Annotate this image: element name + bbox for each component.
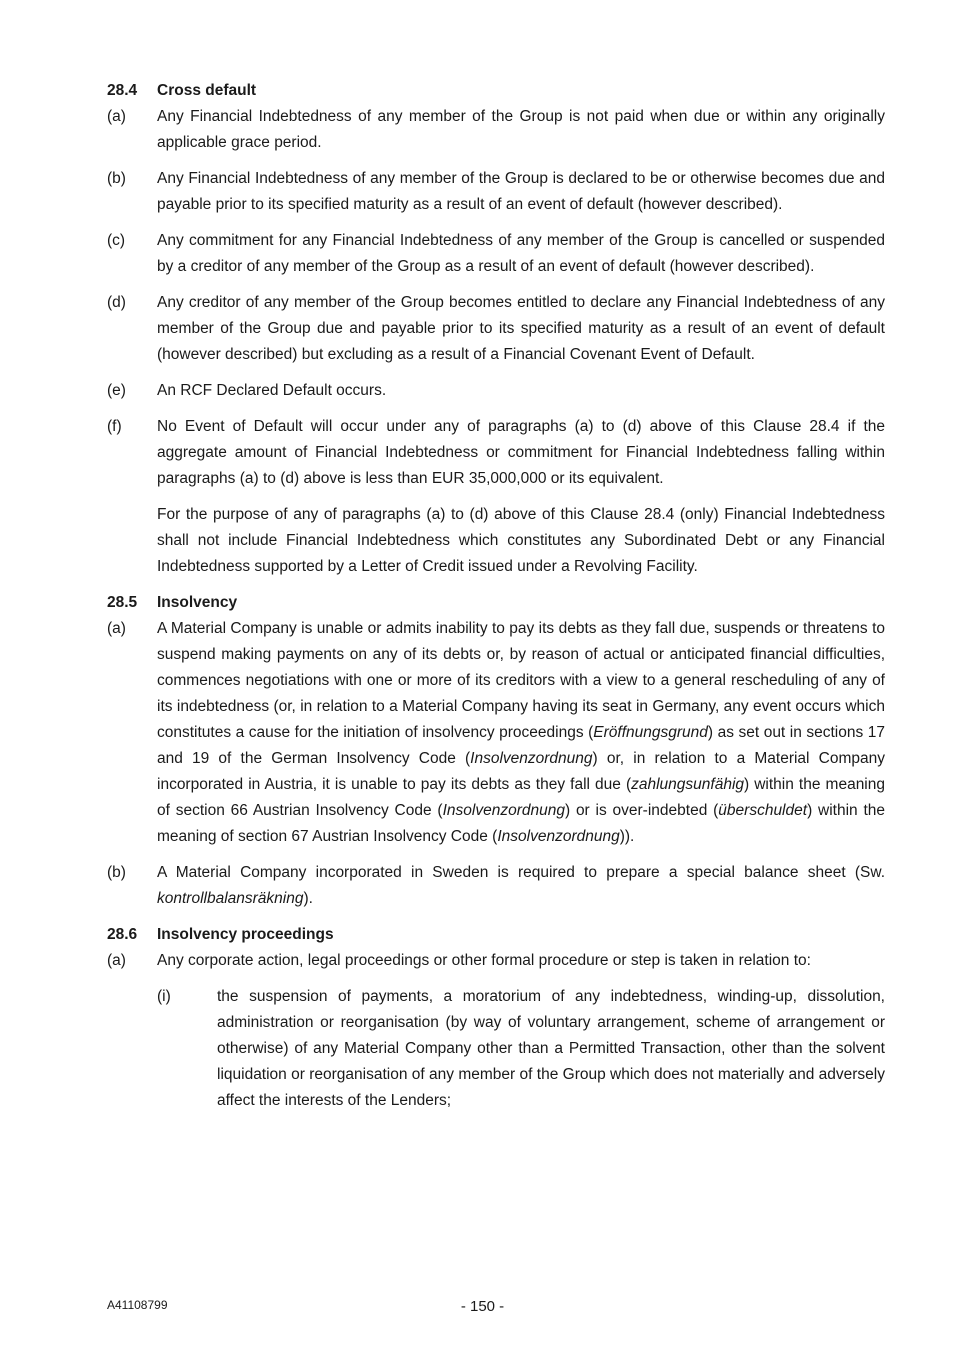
section-title: Insolvency: [157, 594, 238, 611]
clause-item: [107, 414, 885, 492]
sub-clause-item: [157, 984, 885, 1114]
sub-item-label: (i): [157, 988, 171, 1005]
item-text: Any Financial Indebtedness of any member of the Group is declared to be or otherwise becomes due and payable prior to its specified maturity as a result of an event of default (however described).: [157, 170, 885, 213]
item-text: A Material Company is unable or admits inability to pay its debts as they fall due, suspends or threatens to suspend making payments on any of its debts or, by reason of actual or anticipated financial difficulties, commences negotiations with one or more of its creditors with a view to a general rescheduling of any of its indebtedness (or, in relation to a Material Company having its seat in Germany, any event occurs which constitutes a cause for the initiation of insolvency proceedings (Eröffnungsgrund) as set out in sections 17 and 19 of the German Insolvency Code (Insolvenzordnung) or, in relation to a Material Company incorporated in Austria, it is unable to pay its debts as they fall due (zahlungsunfähig) within the meaning of section 66 Austrian Insolvency Code (Insolvenzordnung) or is over-indebted (überschuldet) within the meaning of section 67 Austrian Insolvency Code (Insolvenzordnung)).: [157, 620, 886, 845]
clause-item: [107, 948, 885, 974]
item-text: No Event of Default will occur under any of paragraphs (a) to (d) above of this Clause 28.4 if the aggregate amount of Financial Indebtedness or commitment for Financial Indebtedness falling within paragraphs (a) to (d) above is less than EUR 35,000,000 or its equivalent.: [157, 418, 885, 487]
clause-item: [107, 104, 885, 156]
item-label: (b): [107, 170, 126, 187]
section-number: 28.5: [107, 594, 138, 611]
section-heading-28-6: [107, 922, 885, 948]
item-label: (a): [107, 620, 126, 637]
item-label: (b): [107, 864, 126, 881]
page-number: - 150 -: [460, 1298, 505, 1315]
item-label: (d): [107, 294, 126, 311]
section-number: 28.4: [107, 82, 138, 99]
item-text: An RCF Declared Default occurs.: [157, 382, 387, 399]
document-page: [107, 78, 885, 1114]
clause-item: [107, 616, 885, 850]
sub-item-text: the suspension of payments, a moratorium of any indebtedness, winding-up, dissolution, administration or reorganisation (by way of voluntary arrangement, scheme of arrangement or otherwise) of any Material Company other than a Permitted Transaction, other than the solvent liquidation or reorganisation of any member of the Group which does not materially and adversely affect the interests of the Lenders;: [217, 988, 885, 1109]
item-text: Any Financial Indebtedness of any member of the Group is not paid when due or within any originally applicable grace period.: [157, 108, 885, 151]
clause-item: [107, 228, 885, 280]
section-number: 28.6: [107, 926, 138, 943]
clause-item: [107, 860, 885, 912]
item-label: (a): [107, 952, 126, 969]
item-text: A Material Company incorporated in Sweden is required to prepare a special balance sheet (Sw. kontrollbalansräkning).: [157, 864, 885, 907]
item-label: (f): [107, 418, 122, 435]
item-text: Any creditor of any member of the Group becomes entitled to declare any Financial Indebtedness of any member of the Group due and payable prior to its specified maturity as a result of an event of default (however described) but excluding as a result of a Financial Covenant Event of Default.: [157, 294, 885, 363]
item-label: (a): [107, 108, 126, 125]
document-reference: A41108799: [107, 1298, 168, 1312]
section-title: Insolvency proceedings: [157, 926, 334, 943]
clause-item: [107, 290, 885, 368]
item-text: Any commitment for any Financial Indebtedness of any member of the Group is cancelled or suspended by a creditor of any member of the Group as a result of an event of default (however described).: [157, 232, 885, 275]
item-label: (e): [107, 382, 126, 399]
section-title: Cross default: [157, 82, 257, 99]
section-heading-28-5: [107, 590, 885, 616]
clause-note: For the purpose of any of paragraphs (a) to (d) above of this Clause 28.4 (only) Financial Indebtedness shall not include Financial Indebtedness which constitutes any Subordinated Debt or any Financial Indebtedness supported by a Letter of Credit issued under a Revolving Facility.: [157, 506, 885, 575]
item-label: (c): [107, 232, 126, 249]
clause-item: [107, 378, 885, 404]
item-text: Any corporate action, legal proceedings or other formal procedure or step is taken in relation to:: [157, 952, 811, 969]
clause-item: [107, 166, 885, 218]
section-heading-28-4: [107, 78, 885, 104]
